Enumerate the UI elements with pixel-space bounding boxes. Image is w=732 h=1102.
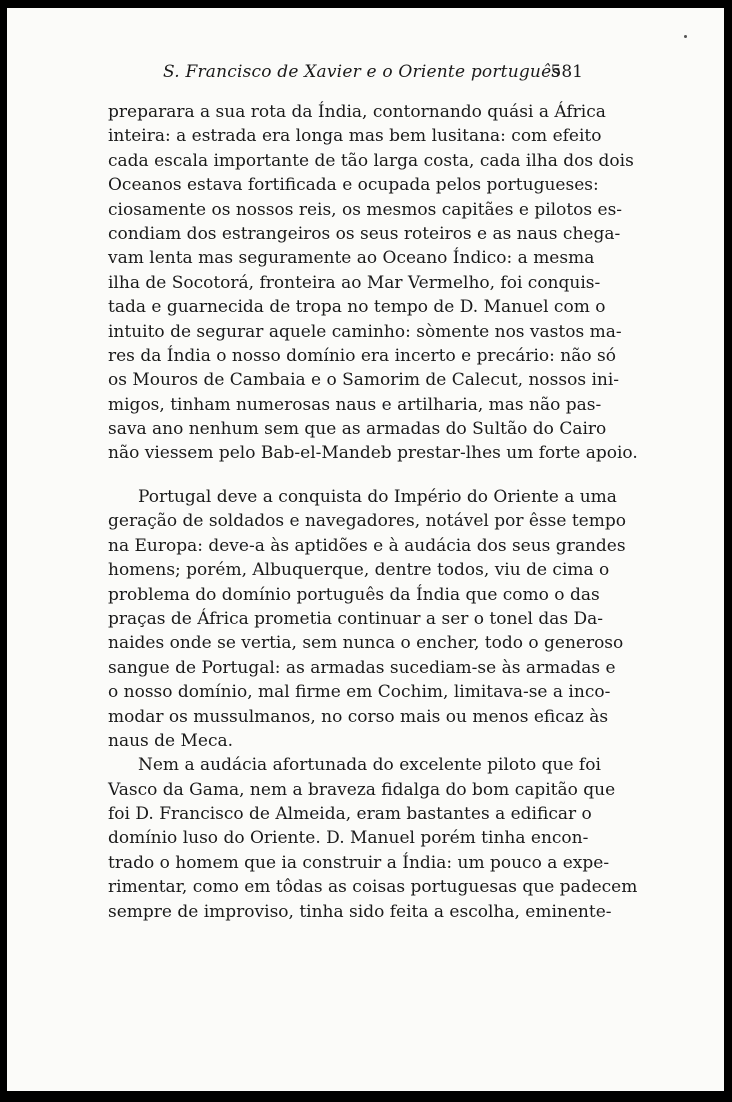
text-line: res da Índia o nosso domínio era incerto e precário: não só (108, 345, 616, 366)
text-line: ilha de Socotorá, fronteira ao Mar Vermelho, foi conquis- (108, 272, 601, 293)
text-line: não viessem pelo Bab-el-Mandeb prestar-lhes um forte apoio. (108, 443, 638, 464)
text-line: intuito de segurar aquele caminho: sòmente nos vastos ma- (108, 321, 622, 342)
text-line: homens; porém, Albuquerque, dentre todos, viu de cima o (108, 560, 610, 581)
text-line: sempre de improviso, tinha sido feita a escolha, eminente- (108, 901, 612, 922)
text-line: tada e guarnecida de tropa no tempo de D. Manuel com o (108, 297, 606, 318)
page-number: 581 (550, 62, 583, 82)
running-title: S. Francisco de Xavier e o Oriente português (163, 62, 561, 82)
text-line: sangue de Portugal: as armadas sucediam-se às armadas e (108, 657, 616, 678)
text-line: Vasco da Gama, nem a braveza fidalga do bom capitão que (108, 779, 616, 800)
text-line: condiam dos estrangeiros os seus roteiros e as naus chega- (108, 223, 621, 244)
text-line: na Europa: deve-a às aptidões e à audácia dos seus grandes (108, 535, 626, 556)
text-line: geração de soldados e navegadores, notável por êsse tempo (108, 511, 626, 532)
text-line: rimentar, como em tôdas as coisas portuguesas que padecem (108, 877, 638, 898)
text-line: problema do domínio português da Índia que como o das (108, 584, 600, 605)
text-line: cada escala importante de tão larga costa, cada ilha dos dois (108, 150, 634, 171)
text-line: os Mouros de Cambaia e o Samorim de Calecut, nossos ini- (108, 370, 620, 391)
text-line: preparara a sua rota da Índia, contornando quási a África (108, 102, 606, 122)
text-line: o nosso domínio, mal firme em Cochim, limitava-se a inco- (108, 682, 611, 703)
text-line: Nem a audácia afortunada do excelente piloto que foi (138, 755, 601, 776)
text-line: naus de Meca. (108, 730, 234, 751)
text-line: foi D. Francisco de Almeida, eram bastantes a edificar o (108, 804, 592, 825)
text-line: modar os mussulmanos, no corso mais ou menos eficaz às (108, 706, 609, 727)
text-line: migos, tinham numerosas naus e artilharia, mas não pas- (108, 394, 602, 415)
text-line: sava ano nenhum sem que as armadas do Sultão do Cairo (108, 419, 607, 440)
text-line: praças de África prometia continuar a ser o tonel das Da- (108, 608, 604, 629)
scan-speck (684, 35, 687, 38)
text-line: vam lenta mas seguramente ao Oceano Índico: a mesma (108, 248, 595, 269)
text-line: naides onde se vertia, sem nunca o encher, todo o generoso (108, 633, 624, 654)
text-line: domínio luso do Oriente. D. Manuel porém tinha encon- (108, 828, 589, 849)
text-line: Oceanos estava fortificada e ocupada pelos portugueses: (108, 175, 599, 196)
text-line: inteira: a estrada era longa mas bem lusitana: com efeito (108, 126, 602, 147)
text-line: Portugal deve a conquista do Império do Oriente a uma (138, 487, 617, 507)
page-header (163, 62, 587, 82)
body-paragraph-2 (108, 485, 638, 924)
body-paragraph-1 (108, 100, 638, 466)
text-line: ciosamente os nossos reis, os mesmos capitães e pilotos es- (108, 199, 623, 220)
text-line: trado o homem que ia construir a Índia: um pouco a expe- (108, 852, 610, 873)
